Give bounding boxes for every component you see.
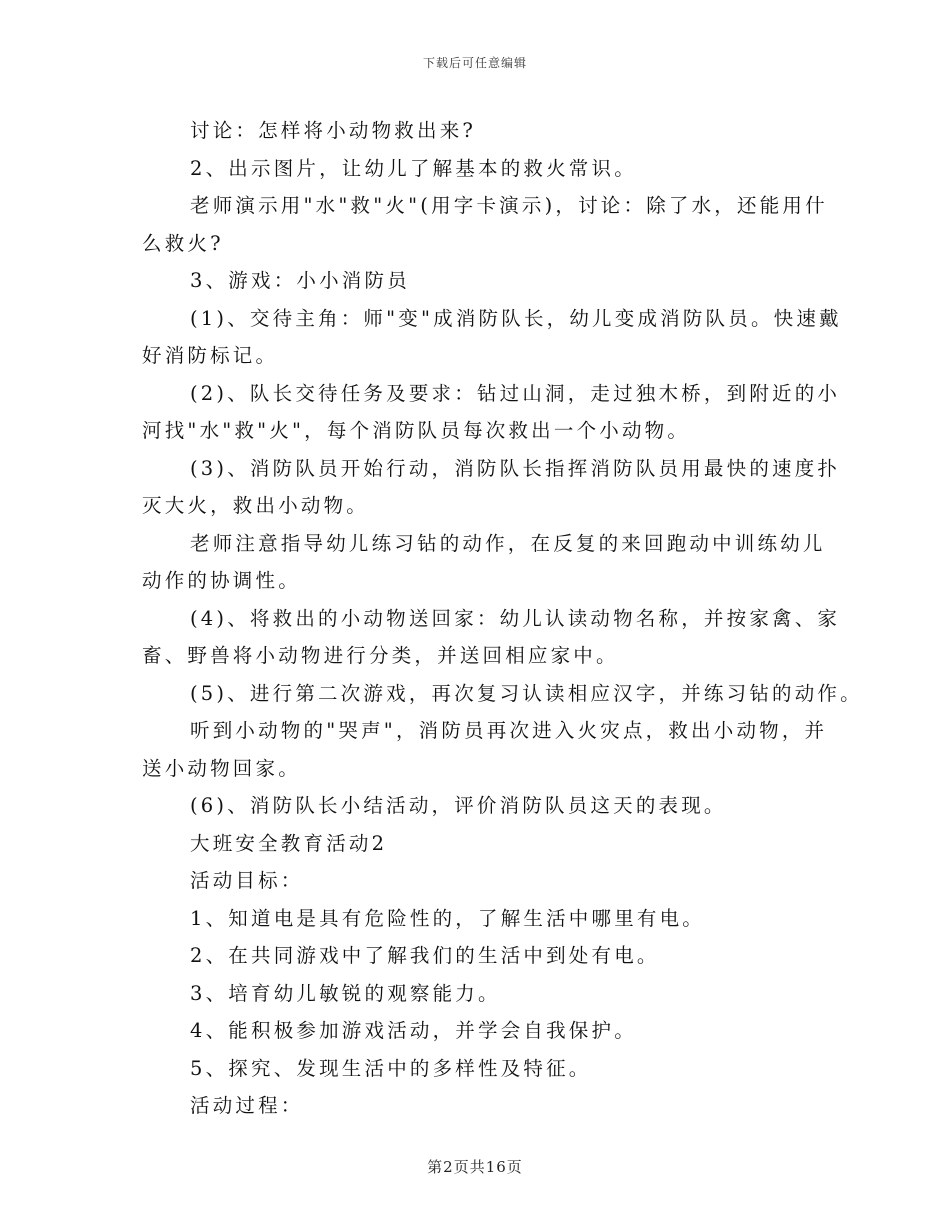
paragraph <box>0 525 950 600</box>
text-line: 好消防标记。 <box>142 344 279 367</box>
paragraph <box>0 262 950 300</box>
text-line: (4)、将救出的小动物送回家：幼儿认读动物名称，并按家禽、家 <box>190 606 841 630</box>
text-line: 3、游戏：小小消防员 <box>190 269 410 292</box>
text-line: 河找"水"救"火"，每个消防队员每次救出一个小动物。 <box>142 419 691 442</box>
text-line: 动作的协调性。 <box>142 569 301 592</box>
text-line: 2、在共同游戏中了解我们的生活中到处有电。 <box>190 944 660 967</box>
paragraph <box>0 450 950 525</box>
paragraph <box>0 675 950 713</box>
paragraph <box>0 150 950 188</box>
text-line: (2)、队长交待任务及要求：钻过山洞，走过独木桥，到附近的小 <box>190 381 841 405</box>
list-item <box>0 900 950 938</box>
paragraph <box>0 375 950 450</box>
text-line: (1)、交待主角：师"变"成消防队长，幼儿变成消防队员。快速戴 <box>190 306 842 330</box>
text-line: 1、知道电是具有危险性的，了解生活中哪里有电。 <box>190 906 706 930</box>
text-line: 4、能积极参加游戏活动，并学会自我保护。 <box>190 1019 637 1042</box>
text-line: 老师注意指导幼儿练习钻的动作，在反复的来回跑动中训练幼儿 <box>190 531 826 555</box>
section-heading <box>0 825 950 863</box>
page-header: 下载后可任意编辑 <box>422 56 527 70</box>
text-line: 2、出示图片，让幼儿了解基本的救火常识。 <box>190 156 637 180</box>
list-item <box>0 937 950 975</box>
text-line: 大班安全教育活动2 <box>190 831 388 855</box>
list-item <box>0 1012 950 1050</box>
paragraph <box>0 862 950 900</box>
paragraph <box>0 187 950 262</box>
paragraph <box>0 712 950 787</box>
text-line: 5、探究、发现生活中的多样性及特征。 <box>190 1056 592 1080</box>
text-line: 活动目标： <box>190 869 304 892</box>
paragraph <box>0 600 950 675</box>
text-line: 讨论：怎样将小动物救出来? <box>190 119 477 142</box>
text-line: 畜、野兽将小动物进行分类，并送回相应家中。 <box>142 644 619 667</box>
paragraph <box>0 1087 950 1125</box>
text-line: (3)、消防队员开始行动，消防队长指挥消防队员用最快的速度扑 <box>190 456 841 480</box>
text-line: 听到小动物的"哭声"，消防员再次进入火灾点，救出小动物，并 <box>190 719 828 742</box>
text-line: 送小动物回家。 <box>142 756 301 780</box>
text-line: 老师演示用"水"救"火"(用字卡演示)，讨论：除了水，还能用什 <box>190 194 828 217</box>
paragraph <box>0 787 950 825</box>
paragraph <box>0 112 950 150</box>
list-item <box>0 1050 950 1088</box>
text-line: (5)、进行第二次游戏，再次复习认读相应汉字，并练习钻的动作。 <box>190 681 863 705</box>
text-line: 灭大火，救出小动物。 <box>142 494 370 517</box>
text-line: 活动过程： <box>190 1094 304 1117</box>
page-footer: 第2页共16页 <box>427 1158 523 1176</box>
paragraph <box>0 300 950 375</box>
text-line: 么救火? <box>142 231 224 255</box>
list-item <box>0 975 950 1013</box>
document-body <box>0 112 950 1125</box>
text-line: (6)、消防队长小结活动，评价消防队员这天的表现。 <box>190 794 727 817</box>
text-line: 3、培育幼儿敏锐的观察能力。 <box>190 981 501 1005</box>
